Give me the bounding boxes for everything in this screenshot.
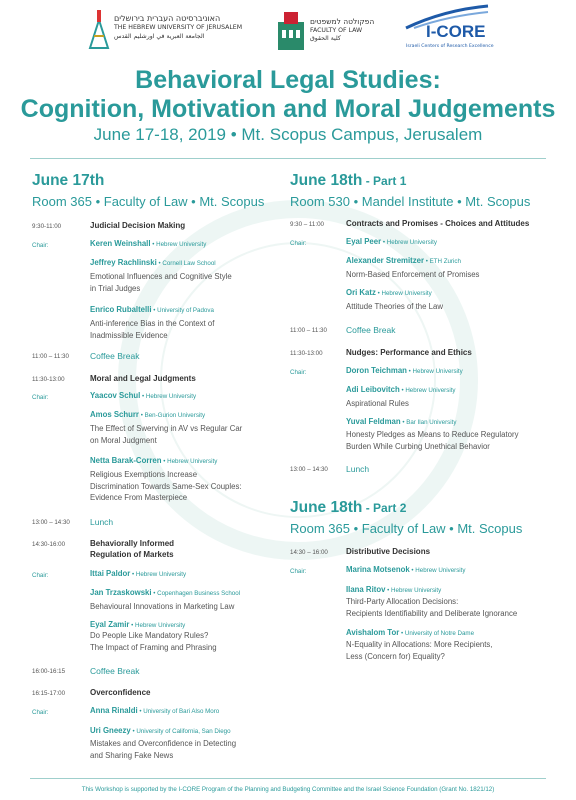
day2-part2-title: June 18th - Part 2 xyxy=(290,499,407,516)
speaker-name: Yuval Feldman • Bar Ilan University xyxy=(346,417,457,426)
law-building-icon xyxy=(276,8,306,52)
session-title: Moral and Legal Judgments xyxy=(90,374,196,383)
talk-title: Do People Like Mandatory Rules? The Impact of Framing and Phrasing xyxy=(90,631,217,652)
speaker-name: Enrico Rubaltelli • University of Padova xyxy=(90,305,214,314)
speaker-name: Alexander Stremitzer • ETH Zurich xyxy=(346,256,461,265)
chair-label: Chair: xyxy=(32,242,49,249)
chair-label: Chair: xyxy=(32,572,49,579)
icore-logo xyxy=(402,2,494,56)
session-time: 14:30 – 16:00 xyxy=(290,549,328,556)
break-time: 11:00 – 11:30 xyxy=(290,327,327,334)
speaker-name: Ori Katz • Hebrew University xyxy=(346,288,432,297)
session-time: 9:30-11:00 xyxy=(32,223,62,230)
break-label: Coffee Break xyxy=(90,666,140,676)
chair-label: Chair: xyxy=(32,709,49,716)
session-title: Nudges: Performance and Ethics xyxy=(346,348,472,357)
speaker-name: Jeffrey Rachlinski • Cornell Law School xyxy=(90,258,216,267)
session-time: 16:15-17:00 xyxy=(32,690,66,697)
speaker-name: Amos Schurr • Ben-Gurion University xyxy=(90,410,206,419)
chair-name: Doron Teichman • Hebrew University xyxy=(346,366,463,375)
talk-title: Anti-inference Bias in the Context of Inadmissible Evidence xyxy=(90,319,215,340)
chair-name: Eyal Peer • Hebrew University xyxy=(346,237,437,246)
header-divider xyxy=(30,158,546,159)
speaker-name: Avishalom Tor • University of Notre Dame xyxy=(346,628,475,637)
break-label: Lunch xyxy=(90,517,114,527)
break-time: 16:00-16:15 xyxy=(32,668,66,675)
footer-divider xyxy=(30,778,546,779)
speaker-name: Uri Gneezy • University of California, San Diego xyxy=(90,726,231,735)
talk-title: Norm-Based Enforcement of Promises xyxy=(346,270,480,279)
day2-part2-room: Room 365 • Faculty of Law • Mt. Scopus xyxy=(290,521,523,536)
huji-arabic: الجامعة العبرية في اورشليم القدس xyxy=(114,33,205,40)
page-title-line1: Behavioral Legal Studies: xyxy=(135,66,441,94)
page-title-line2: Cognition, Motivation and Moral Judgements xyxy=(20,95,556,123)
law-hebrew: הפקולטה למשפטים xyxy=(310,17,375,26)
speaker-name: Netta Barak-Corren • Hebrew University xyxy=(90,456,218,465)
break-time: 13:00 – 14:30 xyxy=(290,466,328,473)
chair-name: Yaacov Schul • Hebrew University xyxy=(90,391,197,400)
session-title: Behaviorally Informed Regulation of Markets xyxy=(90,539,175,559)
icore-tagline: Israeli Centers of Research Excellence xyxy=(406,44,494,49)
chair-name: Anna Rinaldi • University of Bari Also Moro xyxy=(90,706,220,715)
day2-part1-title: June 18th - Part 1 xyxy=(290,172,407,189)
break-label: Lunch xyxy=(346,464,370,474)
talk-title: Attitude Theories of the Law xyxy=(346,302,443,311)
chair-label: Chair: xyxy=(290,568,307,575)
logo-bar xyxy=(0,0,576,62)
chair-name: Ittai Paldor • Hebrew University xyxy=(90,569,187,578)
session-time: 11:30-13:00 xyxy=(290,350,323,357)
chair-name: Keren Weinshall • Hebrew University xyxy=(90,239,207,248)
session-title: Overconfidence xyxy=(90,688,151,697)
session-title: Contracts and Promises - Choices and Attitudes xyxy=(346,219,530,228)
break-label: Coffee Break xyxy=(90,351,140,361)
talk-title: Religious Exemptions Increase Discrimination Towards Same-Sex Couples: Evidence From Masterpiece xyxy=(90,470,242,502)
talk-title: Third-Party Allocation Decisions: Recipients Identifiability and Deliberate Ignorance xyxy=(346,597,518,618)
day1-room: Room 365 • Faculty of Law • Mt. Scopus xyxy=(32,194,265,209)
huji-hebrew: האוניברסיטה העברית בירושלים xyxy=(114,14,221,23)
break-label: Coffee Break xyxy=(346,325,396,335)
session-time: 11:30-13:00 xyxy=(32,376,65,383)
speaker-name: Jan Trzaskowski • Copenhagen Business School xyxy=(90,588,241,597)
huji-logo xyxy=(88,4,258,56)
law-faculty-logo xyxy=(272,4,392,56)
event-dates: June 17-18, 2019 • Mt. Scopus Campus, Jerusalem xyxy=(93,125,483,144)
talk-title: N-Equality in Allocations: More Recipients, Less (Concern for) Equality? xyxy=(346,640,493,661)
icore-name: I-CORE xyxy=(426,22,486,41)
day1-title: June 17th xyxy=(32,172,105,189)
chair-label: Chair: xyxy=(290,369,307,376)
session-time: 14:30-16:00 xyxy=(32,541,66,548)
law-english: FACULTY OF LAW xyxy=(310,26,363,34)
session-time: 9:30 – 11:00 xyxy=(290,221,324,228)
day2-part2-column xyxy=(290,499,550,699)
day1-column xyxy=(32,172,284,772)
chair-label: Chair: xyxy=(290,240,307,247)
talk-title: Behavioural Innovations in Marketing Law xyxy=(90,602,235,611)
law-arabic: كلية الحقوق xyxy=(310,35,341,42)
talk-title: Emotional Influences and Cognitive Style in Trial Judges xyxy=(90,272,232,293)
huji-emblem-icon xyxy=(88,10,110,50)
talk-title: Honesty Pledges as Means to Reduce Regulatory Burden While Curbing Unethical Behavior xyxy=(346,430,519,451)
talk-title: Aspirational Rules xyxy=(346,399,409,408)
talk-title: The Effect of Swerving in AV vs Regular Car on Moral Judgment xyxy=(90,424,243,445)
day2-part1-room: Room 530 • Mandel Institute • Mt. Scopus xyxy=(290,194,531,209)
break-time: 13:00 – 14:30 xyxy=(32,519,70,526)
speaker-name: Ilana Ritov • Hebrew University xyxy=(346,585,442,594)
huji-english: THE HEBREW UNIVERSITY OF JERUSALEM xyxy=(114,24,243,31)
chair-name: Marina Motsenok • Hebrew University xyxy=(346,565,466,574)
footer-note: This Workshop is supported by the I-CORE Program of the Planning and Budgeting Committee and the Israel Science Foundation (Grant No. 1821/12) xyxy=(81,786,495,793)
break-time: 11:00 – 11:30 xyxy=(32,353,69,360)
day2-part1-column xyxy=(290,172,550,482)
session-title: Judicial Decision Making xyxy=(90,221,186,230)
talk-title: Mistakes and Overconfidence in Detecting and Sharing Fake News xyxy=(90,739,237,760)
speaker-name: Eyal Zamir • Hebrew University xyxy=(90,620,186,629)
session-title: Distributive Decisions xyxy=(346,547,431,556)
chair-label: Chair: xyxy=(32,394,49,401)
speaker-name: Adi Leibovitch • Hebrew University xyxy=(346,385,456,394)
